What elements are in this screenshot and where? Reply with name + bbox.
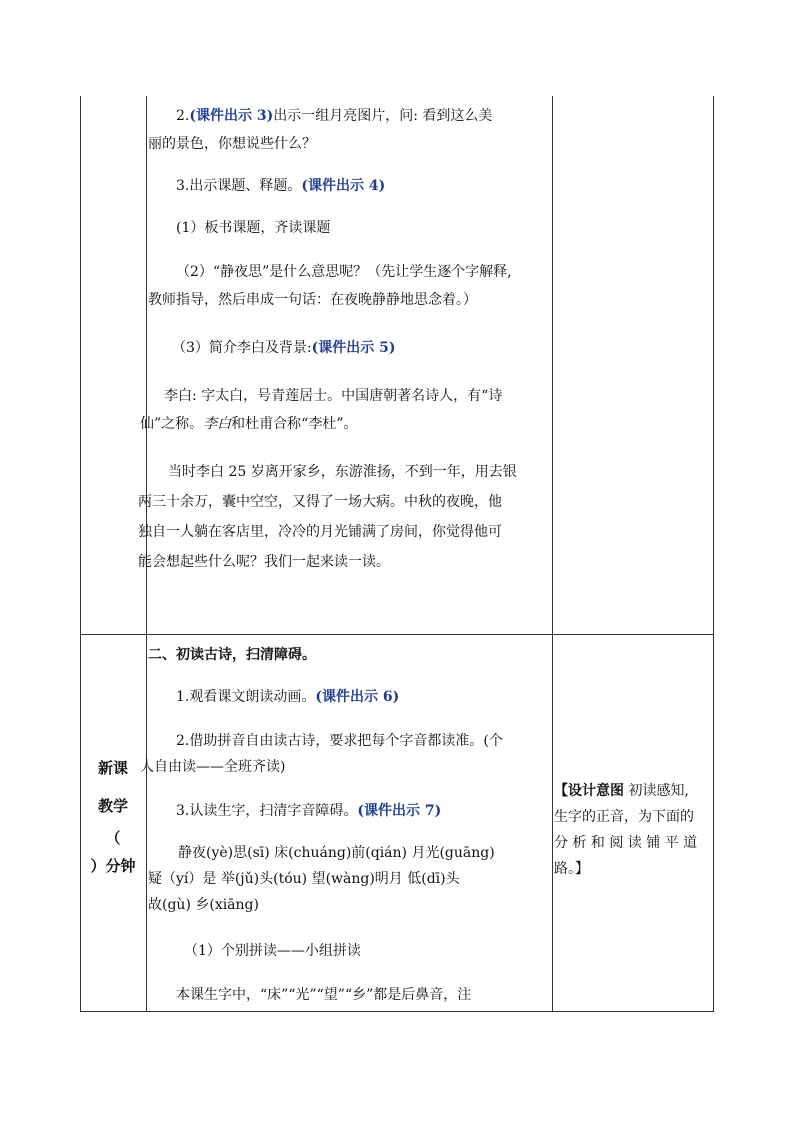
text: 初读感知, (624, 783, 689, 799)
text: 1.观看课文朗读动画。 (176, 689, 316, 705)
table-col-divider-2 (552, 96, 553, 1012)
s2-line2: 人自由读——全班齐读) (140, 759, 286, 775)
text: 2. (176, 108, 190, 124)
text: 3.认读生字，扫清字音障碍。 (176, 803, 358, 819)
design-line4: 路。】 (554, 861, 589, 877)
p6-line2 (140, 414, 358, 434)
s2-line1: 2.借助拼音自由读古诗，要求把每个字音都读准。(个 (176, 733, 503, 749)
p7-line4: 能会想起些什么呢？我们一起来读一读。 (138, 554, 390, 570)
p5 (172, 338, 396, 358)
label-line2: 教学 (97, 797, 128, 815)
s3 (176, 801, 441, 821)
courseware-ref: (课件出示 3) (189, 108, 274, 124)
design-line1 (554, 778, 714, 804)
design-intent-label: 【设计意图 (554, 783, 624, 799)
courseware-ref: (课件出示 7) (357, 803, 442, 819)
section-heading: 二、初读古诗，扫清障碍。 (148, 647, 316, 663)
text: 仙”之称。 (140, 416, 204, 432)
pinyin-line2: 疑（yí）是 举(jǔ)头(tóu) 望(wàng)明月 低(dī)头 (148, 871, 460, 887)
p1-line1 (176, 106, 492, 126)
p7-line2: 两三十余万，囊中空空，又得了一场大病。中秋的夜晚，他 (138, 494, 502, 510)
p7-line1: 当时李白 25 岁离开家乡，东游淮扬，不到一年，用去银 (168, 464, 517, 480)
row2-content-cell (140, 635, 552, 1011)
text: （3）简介李白及背景: (172, 340, 312, 356)
p4-line2: 教师指导，然后串成一句话：在夜晚静静地思念着。） (148, 292, 477, 308)
p4-line1: （2）“静夜思”是什么意思呢？（先让学生逐个字解释, (176, 264, 512, 280)
courseware-ref: (课件出示 5) (311, 340, 396, 356)
courseware-ref: (课件出示 6) (315, 689, 400, 705)
s1 (176, 687, 399, 707)
text: 3.出示课题、释题。 (176, 178, 302, 194)
label-line1: 新课 (97, 759, 128, 777)
s5: 本课生字中，“床”“光”“望”“乡”都是后鼻音，注 (176, 987, 472, 1003)
courseware-ref: (课件出示 4) (301, 178, 386, 194)
row1-content-cell (138, 96, 552, 634)
p7-line3: 独自一人躺在客店里，冷冷的月光铺满了房间，你觉得他可 (138, 524, 502, 540)
pinyin-line1: 静夜(yè)思(sī) 床(chuáng)前(qián) 月光(guāng) (178, 845, 495, 861)
text: 出示一组月亮图片，问: 看到这么美 (273, 108, 493, 124)
design-line2: 生字的正音，为下面的 (554, 809, 694, 825)
p6-line1: 李白: 字太白，号青莲居士。中国唐朝著名诗人，有“诗 (164, 388, 503, 404)
text: 和杜甫合称“李杜”。 (231, 416, 358, 432)
table-bottom-border (80, 1011, 714, 1012)
design-intent-cell (554, 778, 714, 882)
p1-line2: 丽的景色，你想说些什么？ (148, 136, 316, 152)
label-line4: ）分钟 (90, 857, 136, 875)
p3: (1）板书课题，齐读课题 (176, 220, 331, 236)
design-line3: 分 析 和 阅 读 铺 平 道 (554, 835, 698, 851)
p2 (176, 176, 385, 196)
s4: （1）个别拼读——小组拼读 (184, 943, 361, 959)
pinyin-line3: 故(gù) 乡(xiāng) (148, 897, 259, 913)
label-line3: （ (105, 829, 121, 847)
italic-text: 李白 (203, 416, 232, 432)
